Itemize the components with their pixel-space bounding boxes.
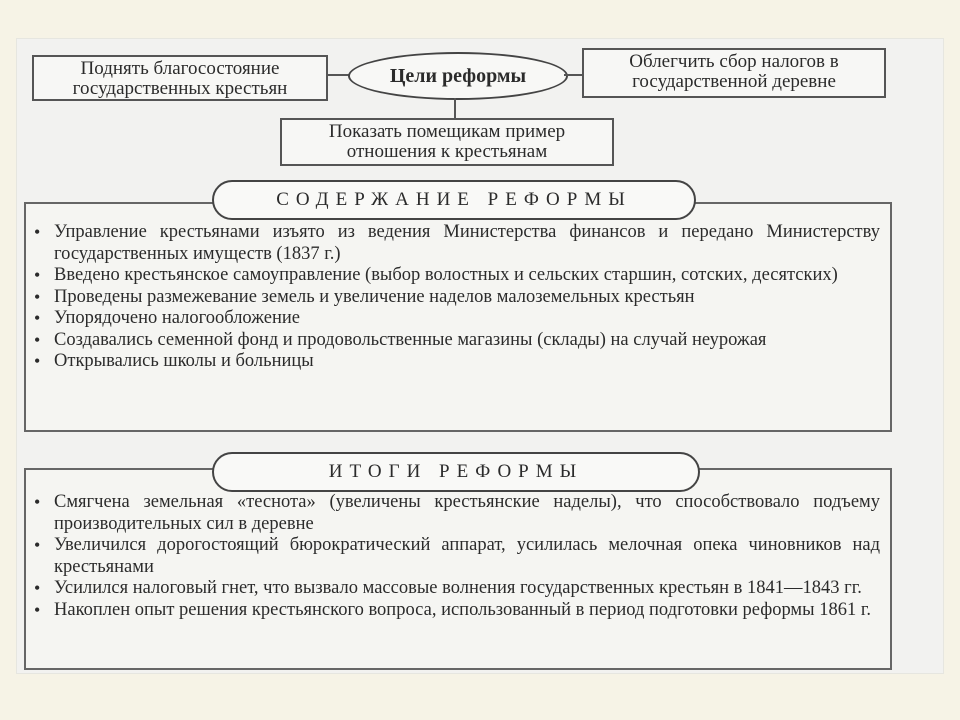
content-list: [32, 222, 880, 373]
content-item: • Проведены размежевание земель и увеличение наделов малоземельных крестьян: [32, 287, 880, 309]
results-item: • Смягчена земельная «теснота» (увеличены крестьянские наделы), что способствовало подъему производительных сил в деревне: [32, 492, 880, 535]
results-item: • Увеличился дорогостоящий бюрократический аппарат, усилилась мелочная опека чиновников над крестьянами: [32, 535, 880, 578]
goal-box-bottom: [280, 118, 614, 166]
content-item: • Упорядочено налогообложение: [32, 308, 880, 330]
results-list: [32, 492, 880, 621]
content-item: • Создавались семенной фонд и продовольственные магазины (склады) на случай неурожая: [32, 330, 880, 352]
content-item: • Открывались школы и больницы: [32, 351, 880, 373]
connector-left: [326, 74, 350, 76]
content-title: СОДЕРЖАНИЕ РЕФОРМЫ: [276, 189, 632, 210]
goal-box-right: [582, 48, 886, 98]
results-title-pill: [212, 452, 700, 492]
goal-bottom-text: Показать помещикам пример отношения к крестьянам: [328, 121, 566, 162]
scanned-page: [16, 38, 944, 674]
goals-center-text: Цели реформы: [389, 64, 527, 87]
content-title-pill: [212, 180, 696, 220]
content-item: • Управление крестьянами изъято из ведения Министерства финансов и передано Министерству государственных имуществ (1837 г.): [32, 222, 880, 265]
results-item: • Усилился налоговый гнет, что вызвало массовые волнения государственных крестьян в 1841—1843 гг.: [32, 578, 880, 600]
content-panel: [24, 202, 892, 432]
goal-box-left: [32, 55, 328, 101]
results-title: ИТОГИ РЕФОРМЫ: [328, 461, 584, 482]
results-panel: [24, 468, 892, 670]
content-item: • Введено крестьянское самоуправление (выбор волостных и сельских старшин, сотских, десятских): [32, 265, 880, 287]
results-item: • Накоплен опыт решения крестьянского вопроса, использованный в период подготовки реформы 1861 г.: [32, 600, 880, 622]
goal-right-text: Облегчить сбор налогов в государственной деревне: [629, 51, 839, 92]
connector-right: [564, 74, 584, 76]
connector-bottom: [454, 98, 456, 118]
goal-left-text: Поднять благосостояние государственных крестьян: [72, 58, 288, 99]
goals-center-ellipse: [348, 52, 568, 100]
